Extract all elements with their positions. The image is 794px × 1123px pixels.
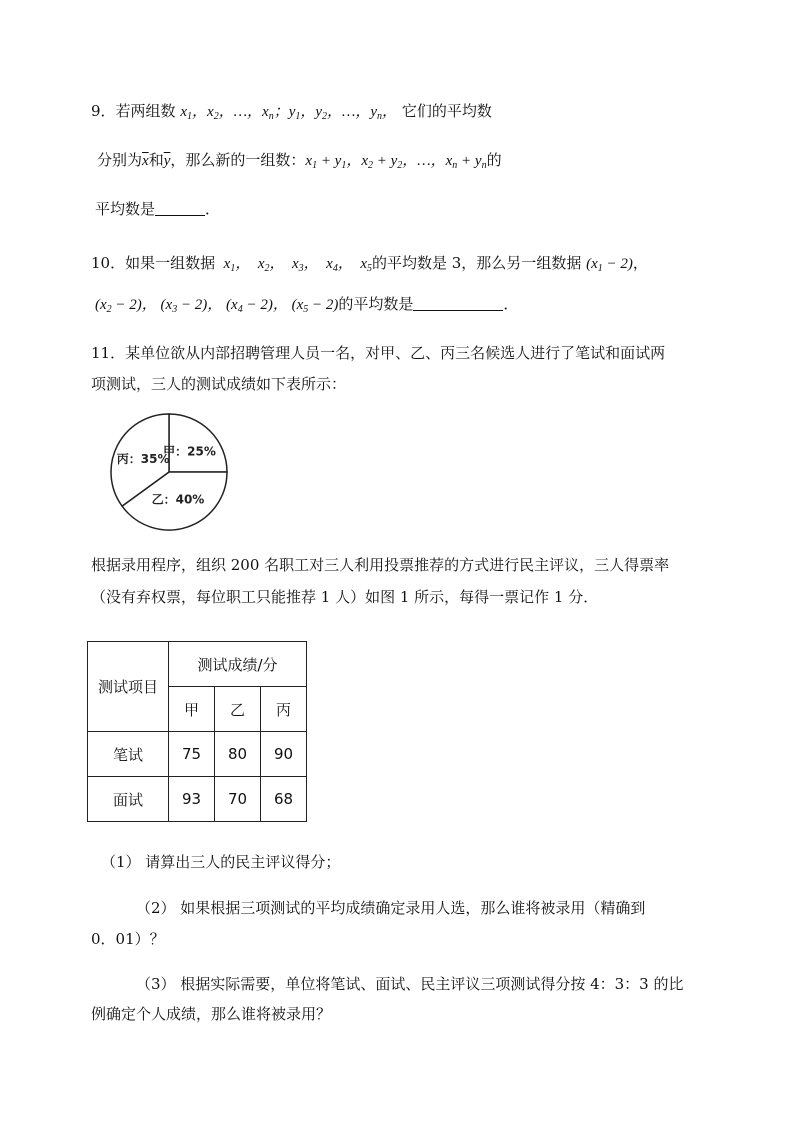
table-cell: 70 <box>215 777 261 822</box>
q9-line3-text: 平均数是 <box>95 200 156 218</box>
q11-number: 11． <box>91 344 126 362</box>
q9-formula1: $x_1$，$x_2$，…，$x_n$；$y_1$，$y_2$，…，$y_n$， <box>180 104 398 122</box>
table-col-yi: 乙 <box>215 687 261 732</box>
q10-expr-rest: $(x_2 - 2)$， $(x_3 - 2)$， $(x_4 - 2)$， $(x_5 - 2)$ <box>95 297 339 315</box>
q9-line3 <box>95 199 220 219</box>
table-col-jia: 甲 <box>169 687 215 732</box>
q11-sub2-line1: （2） 如果根据三项测试的平均成绩确定录用人选，那么谁将被录用（精确到 <box>136 899 646 917</box>
q9-answer-blank[interactable] <box>155 201 205 216</box>
table-group-header: 测试成绩/分 <box>169 642 307 687</box>
score-table <box>87 641 307 822</box>
q9-ybar: $\overline{y}$ <box>163 153 171 169</box>
q9-formula2: $x_1 + y_1$，$x_2 + y_2$，…，$x_n + y_n$ <box>305 153 487 171</box>
q10-end: ． <box>503 295 519 313</box>
q11-intro-line2: 项测试，三人的测试成绩如下表所示： <box>91 375 347 393</box>
q9-line2 <box>97 150 502 176</box>
pie-chart <box>99 412 239 532</box>
table-cell: 68 <box>261 777 307 822</box>
pie-label-甲: 甲：25% <box>163 444 216 459</box>
q11-intro-line1 <box>91 343 665 363</box>
table-col-bing: 丙 <box>261 687 307 732</box>
q10-line1: 10．如果一组数据 $x_1$， $x_2$， $x_3$， $x_4$， $x_5$的平均数是 3，那么另一组数据 $(x_1 - 2)$， <box>91 254 648 274</box>
pie-slice-甲 <box>169 414 227 472</box>
q10-text-a: 如果一组数据 <box>125 254 216 272</box>
table-row <box>88 777 307 822</box>
q9-line2-mid: 和 <box>148 151 164 169</box>
q9-text-end: 它们的平均数 <box>401 102 492 120</box>
q10-expr-1: $(x_1 - 2)$ <box>586 256 633 274</box>
pie-label-乙: 乙：40% <box>151 492 205 507</box>
q9-xbar: $\overline{x}$ <box>142 153 149 169</box>
q11-para-line1: 根据录用程序，组织 200 名职工对三人利用投票推荐的方式进行民主评议，三人得票率 <box>91 556 670 574</box>
q9-line1 <box>91 101 492 127</box>
q10-data-x: $x_1$， $x_2$， $x_3$， $x_4$， $x_5$ <box>219 256 372 274</box>
q9-line3-end: ． <box>205 200 221 218</box>
q10-text-c: 的平均数是 <box>338 295 414 313</box>
q11-para-line2: （没有弃权票，每位职工只能推荐 1 人）如图 1 所示，每得一票记作 1 分． <box>91 588 599 606</box>
q10-line2 <box>95 294 518 320</box>
q11-sub2-line2: 0．01）？ <box>91 930 165 948</box>
table-cell: 75 <box>169 732 215 777</box>
table-row-header: 测试项目 <box>88 642 169 732</box>
q10-text-b: 的平均数是 3，那么另一组数据 <box>372 254 582 272</box>
q10-answer-blank[interactable] <box>413 296 503 311</box>
q9-line2-tail: 的 <box>486 151 502 169</box>
table-cell: 93 <box>169 777 215 822</box>
table-cell: 80 <box>215 732 261 777</box>
q9-number: 9． <box>91 102 116 120</box>
table-row <box>88 732 307 777</box>
q11-sub1: （1） 请算出三人的民主评议得分； <box>101 853 341 871</box>
q11-sub3-line2: 例确定个人成绩，那么谁将被录用？ <box>91 1005 332 1023</box>
q9-line2-start: 分别为 <box>97 151 143 169</box>
table-cell: 90 <box>261 732 307 777</box>
q11-intro-text1: 某单位欲从内部招聘管理人员一名，对甲、乙、丙三名候选人进行了笔试和面试两 <box>125 344 666 362</box>
pie-label-丙: 丙：35% <box>116 451 170 466</box>
table-row-label: 笔试 <box>88 732 169 777</box>
q9-text: 若两组数 <box>115 102 176 120</box>
q10-number: 10． <box>91 254 126 272</box>
q9-line2-end: ，那么新的一组数： <box>170 151 306 169</box>
table-row-label: 面试 <box>88 777 169 822</box>
q11-sub3-line1: （3） 根据实际需要，单位将笔试、面试、民主评议三项测试得分按 4：3：3 的比 <box>136 975 684 993</box>
